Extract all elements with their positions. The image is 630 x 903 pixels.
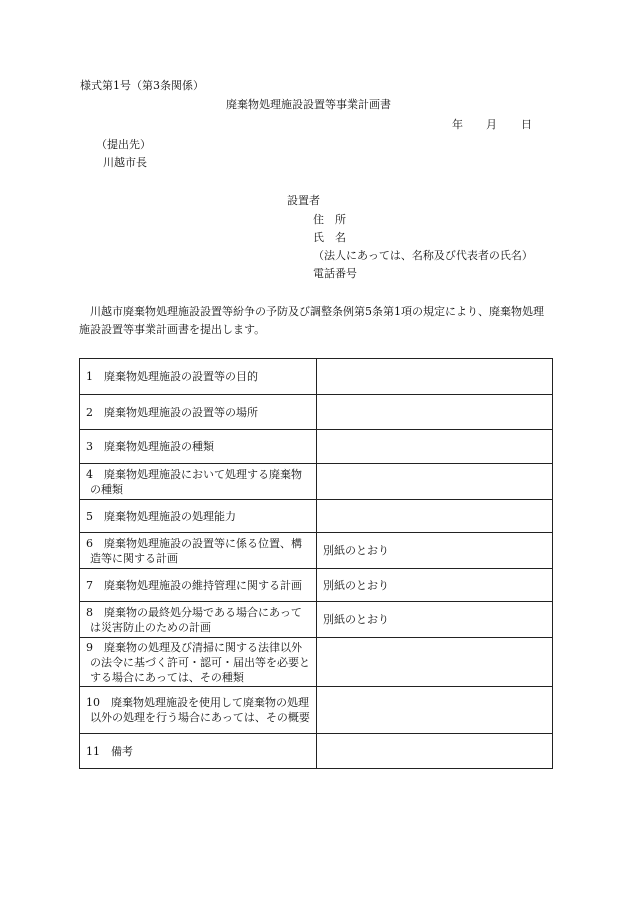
- table-row-label: [80, 464, 317, 500]
- submission-statement: 川越市廃棄物処理施設設置等紛争の予防及び調整条例第5条第1項の規定により、廃棄物処理施設設置等事業計画書を提出します。: [79, 305, 544, 336]
- table-row-value[interactable]: [317, 464, 553, 500]
- table-row-label: [80, 500, 317, 533]
- table-row-value[interactable]: [317, 500, 553, 533]
- date-day-label: 日: [521, 118, 532, 131]
- addressee-label: （提出先）: [96, 138, 151, 151]
- row-label-text: 2 廃棄物処理施設の設置等の場所: [86, 405, 258, 419]
- row-label-text: 8 廃棄物の最終処分場である場合にあっては災害防止のための計画: [86, 605, 302, 634]
- table-row: [80, 359, 553, 395]
- table-row-label: [80, 638, 317, 687]
- plan-table: [79, 358, 553, 769]
- table-row-value[interactable]: [317, 359, 553, 395]
- addressee-name: 川越市長: [103, 156, 147, 169]
- row-label-text: 6 廃棄物処理施設の設置等に係る位置、構造等に関する計画: [86, 536, 302, 565]
- date-year-label: 年: [452, 118, 463, 131]
- table-row-label: [80, 359, 317, 395]
- table-row: [80, 500, 553, 533]
- applicant-address-label: 住 所: [313, 213, 346, 226]
- table-row: [80, 533, 553, 569]
- table-row-label: [80, 533, 317, 569]
- table-row-value[interactable]: [317, 734, 553, 769]
- applicant-phone-label: 電話番号: [313, 267, 357, 280]
- table-row: [80, 734, 553, 769]
- row-label-text: 5 廃棄物処理施設の処理能力: [86, 509, 236, 523]
- row-label-text: 11 備考: [86, 744, 133, 758]
- applicant-corporate-note: （法人にあっては、名称及び代表者の氏名）: [313, 249, 533, 262]
- table-row: [80, 687, 553, 734]
- table-row: [80, 638, 553, 687]
- table-row-value[interactable]: 別紙のとおり: [317, 602, 553, 638]
- row-label-text: 1 廃棄物処理施設の設置等の目的: [86, 370, 258, 383]
- row-label-text: 3 廃棄物処理施設の種類: [86, 440, 214, 453]
- table-row: [80, 430, 553, 464]
- table-row-label: [80, 430, 317, 464]
- applicant-title: 設置者: [287, 194, 320, 207]
- table-row-label: [80, 569, 317, 602]
- table-row: [80, 395, 553, 430]
- table-row-value[interactable]: [317, 638, 553, 687]
- table-row-value[interactable]: [317, 395, 553, 430]
- table-row-value[interactable]: [317, 687, 553, 734]
- row-label-text: 10 廃棄物処理施設を使用して廃棄物の処理以外の処理を行う場合にあっては、その概要: [86, 696, 310, 724]
- table-row: [80, 569, 553, 602]
- table-row-label: [80, 395, 317, 430]
- table-row: [80, 602, 553, 638]
- table-row-label: [80, 602, 317, 638]
- table-row-value[interactable]: [317, 430, 553, 464]
- table-row-value[interactable]: 別紙のとおり: [317, 533, 553, 569]
- row-label-text: 9 廃棄物の処理及び清掃に関する法律以外の法令に基づく許可・認可・届出等を必要とする場合にあっては、その種類: [86, 640, 310, 684]
- table-row-label: [80, 734, 317, 769]
- table-row: [80, 464, 553, 500]
- table-row-value[interactable]: 別紙のとおり: [317, 569, 553, 602]
- row-label-text: 4 廃棄物処理施設において処理する廃棄物の種類: [86, 467, 302, 496]
- row-label-text: 7 廃棄物処理施設の維持管理に関する計画: [86, 578, 302, 592]
- table-row-label: [80, 687, 317, 734]
- date-month-label: 月: [486, 118, 497, 131]
- form-number: 様式第1号（第3条関係）: [80, 79, 204, 92]
- document-title: 廃棄物処理施設設置等事業計画書: [226, 98, 391, 111]
- applicant-name-label: 氏 名: [313, 231, 346, 244]
